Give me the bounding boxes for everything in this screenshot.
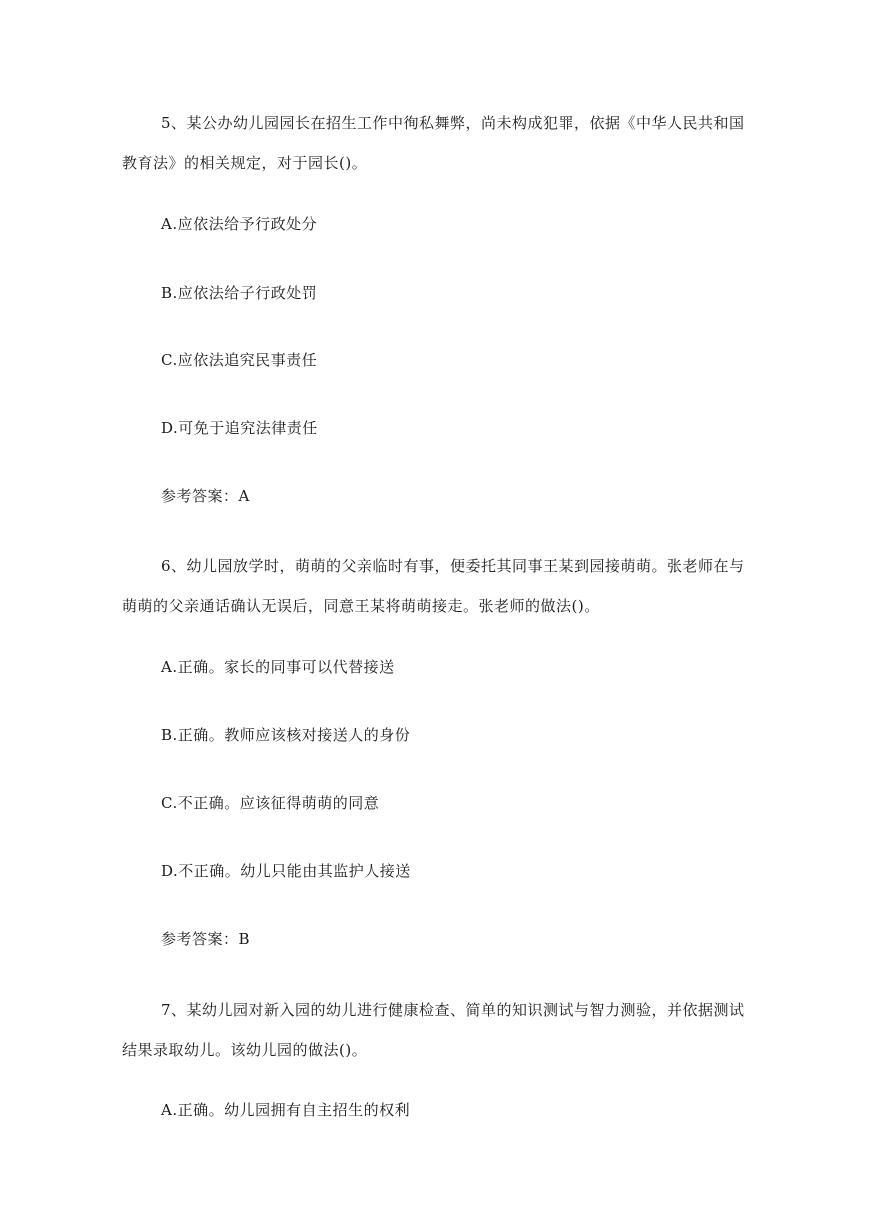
question-6-option-b: B.正确。教师应该核对接送人的身份 xyxy=(161,726,411,744)
question-7-stem xyxy=(122,990,751,1070)
question-5-answer: 参考答案：A xyxy=(161,487,250,505)
question-6-option-a: A.正确。家长的同事可以代替接送 xyxy=(161,658,395,676)
question-6-stem-line1: 6、幼儿园放学时，萌萌的父亲临时有事，便委托其同事王某到园接萌萌。张老师在与 xyxy=(161,557,745,575)
question-5-option-c: C.应依法追究民事责任 xyxy=(161,351,318,369)
question-5-option-b: B.应依法给子行政处罚 xyxy=(161,284,318,302)
question-6-stem-line2: 萌萌的父亲通话确认无误后，同意王某将萌萌接走。张老师的做法()。 xyxy=(122,597,600,615)
question-5-option-a: A.应依法给予行政处分 xyxy=(161,215,318,233)
question-5-stem-line2: 教育法》的相关规定，对于园长()。 xyxy=(122,154,368,172)
question-7-stem-line1: 7、某幼儿园对新入园的幼儿进行健康检查、简单的知识测试与智力测验，并依据测试 xyxy=(161,1001,745,1019)
question-5-stem-line1: 5、某公办幼儿园园长在招生工作中徇私舞弊，尚未构成犯罪，依据《中华人民共和国 xyxy=(161,114,745,132)
question-6-option-d: D.不正确。幼儿只能由其监护人接送 xyxy=(161,862,411,880)
question-7-option-a: A.正确。幼儿园拥有自主招生的权利 xyxy=(161,1101,411,1119)
question-6-stem xyxy=(122,546,751,626)
question-7-stem-line2: 结果录取幼儿。该幼儿园的做法()。 xyxy=(122,1041,368,1059)
question-5-stem xyxy=(122,103,751,183)
question-6-option-c: C.不正确。应该征得萌萌的同意 xyxy=(161,794,380,812)
question-5-option-d: D.可免于追究法律责任 xyxy=(161,419,318,437)
question-6-answer: 参考答案：B xyxy=(161,930,251,948)
